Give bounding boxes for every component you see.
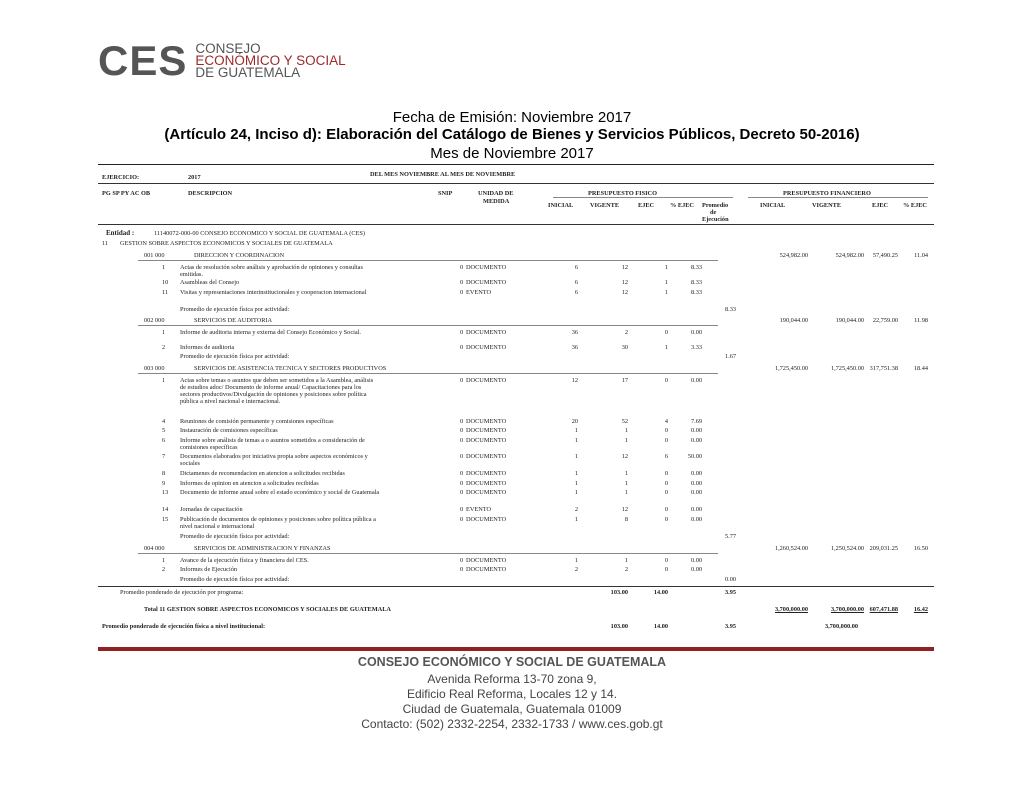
row-vigente: 1 xyxy=(624,489,628,496)
row-pct: 0.00 xyxy=(690,506,702,513)
section-fin-vigente: 190,044.00 xyxy=(835,317,864,324)
ponderado-programa-b: 14.00 xyxy=(653,589,668,596)
fis-ejec: EJEC xyxy=(638,202,655,209)
group-financiero: PRESUPUESTO FINANCIERO xyxy=(783,190,871,197)
row-vigente: 8 xyxy=(624,516,628,523)
section-fin-ejec: 57,490.25 xyxy=(872,252,898,259)
row-description: Asambleas del Consejo xyxy=(180,279,240,286)
row-vigente: 1 xyxy=(624,480,628,487)
row-pct: 7.69 xyxy=(690,418,702,425)
row-description: Visitas y representaciones interinstitucionales y cooperacion internacional xyxy=(180,289,367,296)
footer-bar xyxy=(98,647,934,651)
row-description: Informe sobre análisis de temas a o asuntos sometidos a consideración de comisiones específicas xyxy=(180,437,365,451)
promedio-value: 0.00 xyxy=(724,576,736,583)
row-number: 14 xyxy=(162,506,169,513)
institucional-a: 103.00 xyxy=(610,623,628,630)
row-number: 10 xyxy=(162,279,169,286)
section-fin-inicial: 1,260,524.00 xyxy=(774,545,808,552)
footer-address-2: Edificio Real Reforma, Locales 12 y 14. xyxy=(406,687,618,701)
row-inicial: 6 xyxy=(574,264,578,271)
col-medida: MEDIDA xyxy=(483,198,510,205)
row-unit: DOCUMENTO xyxy=(466,557,507,564)
row-unit: DOCUMENTO xyxy=(466,427,507,434)
row-description: Informes de Ejecución xyxy=(180,566,237,573)
section-fin-vigente: 1,725,450.00 xyxy=(830,365,864,372)
row-ejec: 0 xyxy=(664,489,668,496)
fis-pct: % EJEC xyxy=(670,202,694,209)
footer-org-name: CONSEJO ECONÓMICO Y SOCIAL DE GUATEMALA xyxy=(357,655,667,669)
row-vigente: 1 xyxy=(624,427,628,434)
fis-vigente: VIGENTE xyxy=(590,202,620,209)
row-number: 6 xyxy=(162,437,166,444)
section-fin-inicial: 1,725,450.00 xyxy=(774,365,808,372)
ces-logo xyxy=(98,37,346,84)
row-vigente: 12 xyxy=(621,279,628,286)
row-unit: DOCUMENTO xyxy=(466,566,507,573)
row-inicial: 1 xyxy=(574,480,578,487)
row-pct: 0.00 xyxy=(690,329,702,336)
row-number: 15 xyxy=(162,516,169,523)
promedio-label: Promedio de ejecución física por actividad: xyxy=(180,533,290,540)
row-unit: EVENTO xyxy=(466,506,492,513)
total-vigente: 3,700,000.00 xyxy=(830,606,864,613)
row-pct: 8.33 xyxy=(690,279,702,286)
section-fin-pct: 18.44 xyxy=(913,365,928,372)
ejercicio-value: 2017 xyxy=(188,174,201,181)
row-ejec: 0 xyxy=(664,437,668,444)
section-rule xyxy=(138,325,718,326)
section-fin-ejec: 22,759.00 xyxy=(872,317,898,324)
row-description: Publicación de documentos de opiniones y posiciones sobre política pública a nivel nacional e internacional xyxy=(180,516,376,530)
row-inicial: 1 xyxy=(574,557,578,564)
program-code: 11 xyxy=(102,240,109,247)
footer-address-1: Avenida Reforma 13-70 zona 9, xyxy=(427,672,597,686)
row-vigente: 2 xyxy=(624,566,628,573)
institucional-d: 3,700,000.00 xyxy=(824,623,858,630)
row-description: Documentos elaborados por iniciativa propia sobre aspectos económicos y sociales xyxy=(180,453,368,467)
col-unidad: UNIDAD DE xyxy=(478,190,514,197)
row-description: Documento de informe anual sobre el estado económico y social de Guatemala xyxy=(180,489,380,496)
row-ejec: 0 xyxy=(664,427,668,434)
row-snip: 0 xyxy=(460,427,464,434)
total-pct: 16.42 xyxy=(913,606,928,613)
promedio-label: Promedio de ejecución física por actividad: xyxy=(180,306,290,313)
row-unit: DOCUMENTO xyxy=(466,516,507,523)
row-snip: 0 xyxy=(460,377,464,384)
promedio-value: 5.77 xyxy=(724,533,736,540)
section-fin-inicial: 524,982.00 xyxy=(779,252,808,259)
row-unit: DOCUMENTO xyxy=(466,437,507,444)
row-number: 8 xyxy=(162,470,166,477)
row-unit: DOCUMENTO xyxy=(466,453,507,460)
row-vigente: 12 xyxy=(621,506,628,513)
row-snip: 0 xyxy=(460,506,464,513)
row-divider xyxy=(98,586,934,587)
promedio-value: 1.67 xyxy=(724,353,736,360)
section-fin-pct: 16.50 xyxy=(913,545,928,552)
row-vigente: 52 xyxy=(621,418,628,425)
row-unit: DOCUMENTO xyxy=(466,489,507,496)
row-vigente: 1 xyxy=(624,557,628,564)
logo-line-1: CONSEJO xyxy=(195,41,261,56)
row-number: 2 xyxy=(162,566,166,573)
row-vigente: 17 xyxy=(621,377,628,384)
row-pct: 0.00 xyxy=(690,480,702,487)
row-number: 1 xyxy=(162,264,166,271)
fis-prom-ejec: Ejecución xyxy=(702,216,729,223)
logo-mark: CES xyxy=(98,37,188,84)
total-inicial: 3,700,000.00 xyxy=(774,606,808,613)
row-description: Instauración de comisiones específicas xyxy=(180,427,278,434)
report-month: Mes de Noviembre 2017 xyxy=(430,145,594,162)
row-ejec: 1 xyxy=(664,344,668,351)
group-financiero-rule xyxy=(748,197,928,198)
row-inicial: 6 xyxy=(574,279,578,286)
row-inicial: 12 xyxy=(571,377,578,384)
row-pct: 0.00 xyxy=(690,557,702,564)
row-snip: 0 xyxy=(460,480,464,487)
logo-line-2: ECONÓMICO Y SOCIAL xyxy=(195,53,346,68)
col-descripcion: DESCRIPCION xyxy=(188,190,233,197)
row-ejec: 0 xyxy=(664,557,668,564)
row-inicial: 1 xyxy=(574,489,578,496)
program-name: GESTION SOBRE ASPECTOS ECONOMICOS Y SOCIALES DE GUATEMALA xyxy=(120,240,333,247)
promedio-label: Promedio de ejecución física por actividad: xyxy=(180,576,290,583)
row-vigente: 2 xyxy=(624,329,628,336)
section-rule xyxy=(138,373,718,374)
row-ejec: 1 xyxy=(664,279,668,286)
row-pct: 50.00 xyxy=(687,453,702,460)
row-snip: 0 xyxy=(460,489,464,496)
row-vigente: 12 xyxy=(621,264,628,271)
ponderado-programa-a: 103.00 xyxy=(610,589,628,596)
row-inicial: 20 xyxy=(571,418,578,425)
row-vigente: 12 xyxy=(621,453,628,460)
row-snip: 0 xyxy=(460,344,464,351)
row-ejec: 0 xyxy=(664,329,668,336)
emission-date: Fecha de Emisión: Noviembre 2017 xyxy=(392,109,632,126)
row-snip: 0 xyxy=(460,418,464,425)
row-number: 7 xyxy=(162,453,166,460)
section-name: SERVICIOS DE ASISTENCIA TECNICA Y SECTORES PRODUCTIVOS xyxy=(194,365,387,372)
ponderado-programa-c: 3.95 xyxy=(724,589,736,596)
institucional-c: 3.95 xyxy=(724,623,736,630)
row-description: Jornadas de capacitación xyxy=(180,506,243,513)
row-vigente: 1 xyxy=(624,437,628,444)
row-pct: 0.00 xyxy=(690,470,702,477)
row-inicial: 36 xyxy=(571,344,578,351)
row-description: Actas de resolución sobre análisis y aprobación de opiniones y consultas emitidas. xyxy=(180,264,363,278)
row-ejec: 4 xyxy=(664,418,668,425)
row-inicial: 1 xyxy=(574,453,578,460)
footer-address-3: Ciudad de Guatemala, Guatemala 01009 xyxy=(402,702,622,716)
row-pct: 0.00 xyxy=(690,427,702,434)
row-description: Informes de auditoria xyxy=(180,344,235,351)
entidad-value: 11140072-000-00 CONSEJO ECONOMICO Y SOCIAL DE GUATEMALA (CES) xyxy=(154,230,365,237)
section-fin-ejec: 317,751.38 xyxy=(869,365,898,372)
row-description: Reuniones de comisión permanente y comisiones específicas xyxy=(180,418,334,425)
entidad-label: Entidad : xyxy=(106,229,135,237)
row-snip: 0 xyxy=(460,329,464,336)
fin-pct: % EJEC xyxy=(903,202,927,209)
row-number: 1 xyxy=(162,377,166,384)
row-divider xyxy=(98,224,934,225)
row-number: 1 xyxy=(162,557,166,564)
col-snip: SNIP xyxy=(438,190,453,197)
row-description: Avance de la ejecución física y financiera del CES. xyxy=(180,557,309,564)
footer-contact: Contacto: (502) 2332-2254, 2332-1733 / www.ces.gob.gt xyxy=(361,717,663,731)
document-title: (Artículo 24, Inciso d): Elaboración del Catálogo de Bienes y Servicios Públicos, Decreto 50-2016) xyxy=(164,126,860,143)
row-inicial: 1 xyxy=(574,437,578,444)
row-pct: 0.00 xyxy=(690,489,702,496)
logo-line-3: DE GUATEMALA xyxy=(195,65,301,80)
fis-prom: Promedio xyxy=(702,202,729,209)
row-snip: 0 xyxy=(460,264,464,271)
promedio-label: Promedio de ejecución física por actividad: xyxy=(180,353,290,360)
section-name: SERVICIOS DE ADMINISTRACION Y FINANZAS xyxy=(194,545,331,552)
row-ejec: 1 xyxy=(664,264,668,271)
section-fin-pct: 11.04 xyxy=(914,252,928,259)
row-vigente: 30 xyxy=(621,344,628,351)
header-divider xyxy=(98,164,934,165)
row-pct: 0.00 xyxy=(690,566,702,573)
row-pct: 0.00 xyxy=(690,437,702,444)
row-snip: 0 xyxy=(460,557,464,564)
period-label: DEL MES NOVIEMBRE AL MES DE NOVIEMBRE xyxy=(370,171,516,178)
row-snip: 0 xyxy=(460,289,464,296)
row-inicial: 2 xyxy=(574,566,578,573)
row-description: Informe de auditoria interna y externa del Consejo Económico y Social. xyxy=(180,329,361,336)
row-number: 4 xyxy=(162,418,166,425)
fis-inicial: INICIAL xyxy=(548,202,574,209)
section-fin-ejec: 209,031.25 xyxy=(869,545,898,552)
fin-vigente: VIGENTE xyxy=(812,202,842,209)
row-vigente: 1 xyxy=(624,470,628,477)
row-ejec: 0 xyxy=(664,566,668,573)
row-snip: 0 xyxy=(460,470,464,477)
section-code: 004 000 xyxy=(144,545,165,552)
row-ejec: 0 xyxy=(664,377,668,384)
promedio-value: 8.33 xyxy=(724,306,736,313)
row-unit: DOCUMENTO xyxy=(466,418,507,425)
fin-ejec: EJEC xyxy=(872,202,889,209)
ejercicio-label: EJERCICIO: xyxy=(102,174,140,181)
row-number: 11 xyxy=(162,289,169,296)
row-unit: DOCUMENTO xyxy=(466,264,507,271)
row-snip: 0 xyxy=(460,279,464,286)
row-ejec: 6 xyxy=(664,453,668,460)
row-unit: DOCUMENTO xyxy=(466,279,507,286)
row-unit: DOCUMENTO xyxy=(466,480,507,487)
group-fisico: PRESUPUESTO FISICO xyxy=(588,190,657,197)
row-inicial: 6 xyxy=(574,289,578,296)
row-snip: 0 xyxy=(460,453,464,460)
row-snip: 0 xyxy=(460,437,464,444)
row-ejec: 0 xyxy=(664,480,668,487)
ponderado-programa-label: Promedio ponderado de ejecución por programa: xyxy=(120,589,244,596)
section-code: 002 000 xyxy=(144,317,165,324)
row-inicial: 1 xyxy=(574,470,578,477)
row-number: 5 xyxy=(162,427,166,434)
row-pct: 0.00 xyxy=(690,377,702,384)
section-code: 001 000 xyxy=(144,252,165,259)
fin-inicial: INICIAL xyxy=(760,202,786,209)
row-pct: 8.33 xyxy=(690,289,702,296)
row-ejec: 0 xyxy=(664,506,668,513)
section-name: DIRECCION Y COORDINACION xyxy=(194,252,285,259)
fis-prom-de: de xyxy=(710,209,717,216)
institucional-label: Promedio ponderado de ejecución física a nivel institucional: xyxy=(102,623,266,630)
row-vigente: 12 xyxy=(621,289,628,296)
row-description: Dictamenes de recomendacion en atencion a solicitudes recibidas xyxy=(180,470,345,477)
row-number: 2 xyxy=(162,344,166,351)
row-snip: 0 xyxy=(460,566,464,573)
row-snip: 0 xyxy=(460,516,464,523)
row-pct: 3.33 xyxy=(690,344,702,351)
row-pct: 8.33 xyxy=(690,264,702,271)
row-ejec: 0 xyxy=(664,470,668,477)
total-ejec: 607,471.88 xyxy=(869,606,898,613)
row-unit: DOCUMENTO xyxy=(466,344,507,351)
row-unit: DOCUMENTO xyxy=(466,377,507,384)
row-unit: EVENTO xyxy=(466,289,492,296)
row-unit: DOCUMENTO xyxy=(466,329,507,336)
institucional-b: 14.00 xyxy=(653,623,668,630)
section-fin-inicial: 190,044.00 xyxy=(779,317,808,324)
col-codes: PG SP PY AC OB xyxy=(102,190,151,197)
row-number: 13 xyxy=(162,489,169,496)
row-inicial: 1 xyxy=(574,516,578,523)
row-ejec: 0 xyxy=(664,516,668,523)
section-name: SERVICIOS DE AUDITORIA xyxy=(194,317,273,324)
section-code: 003 000 xyxy=(144,365,165,372)
row-pct: 0.00 xyxy=(690,516,702,523)
section-rule xyxy=(138,260,718,261)
row-ejec: 1 xyxy=(664,289,668,296)
section-fin-vigente: 524,982.00 xyxy=(835,252,864,259)
row-unit: DOCUMENTO xyxy=(466,470,507,477)
report-sheet xyxy=(98,166,934,632)
row-inicial: 2 xyxy=(574,506,578,513)
section-fin-pct: 11.98 xyxy=(914,317,928,324)
row-inicial: 1 xyxy=(574,427,578,434)
row-divider xyxy=(98,183,934,184)
logo-wordmark xyxy=(195,43,345,79)
row-description: Informes de opinion en atencion a solicitudes recibidas xyxy=(180,480,319,487)
section-fin-vigente: 1,250,524.00 xyxy=(830,545,864,552)
row-description: Actas sobre temas o asuntos que deben ser sometidos a la Asamblea, análisis de estudios adoc/ Documento de informe anual/ Capacitaciones para los sectores productivos/Divulgación de opiniones y posiciones sobre política pública a nivel nacional e internacional. xyxy=(180,377,374,405)
row-number: 1 xyxy=(162,329,166,336)
section-rule xyxy=(138,553,718,554)
row-number: 9 xyxy=(162,480,166,487)
group-fisico-rule xyxy=(553,197,733,198)
row-inicial: 36 xyxy=(571,329,578,336)
total-label: Total 11 GESTION SOBRE ASPECTOS ECONOMICOS Y SOCIALES DE GUATEMALA xyxy=(144,606,391,613)
